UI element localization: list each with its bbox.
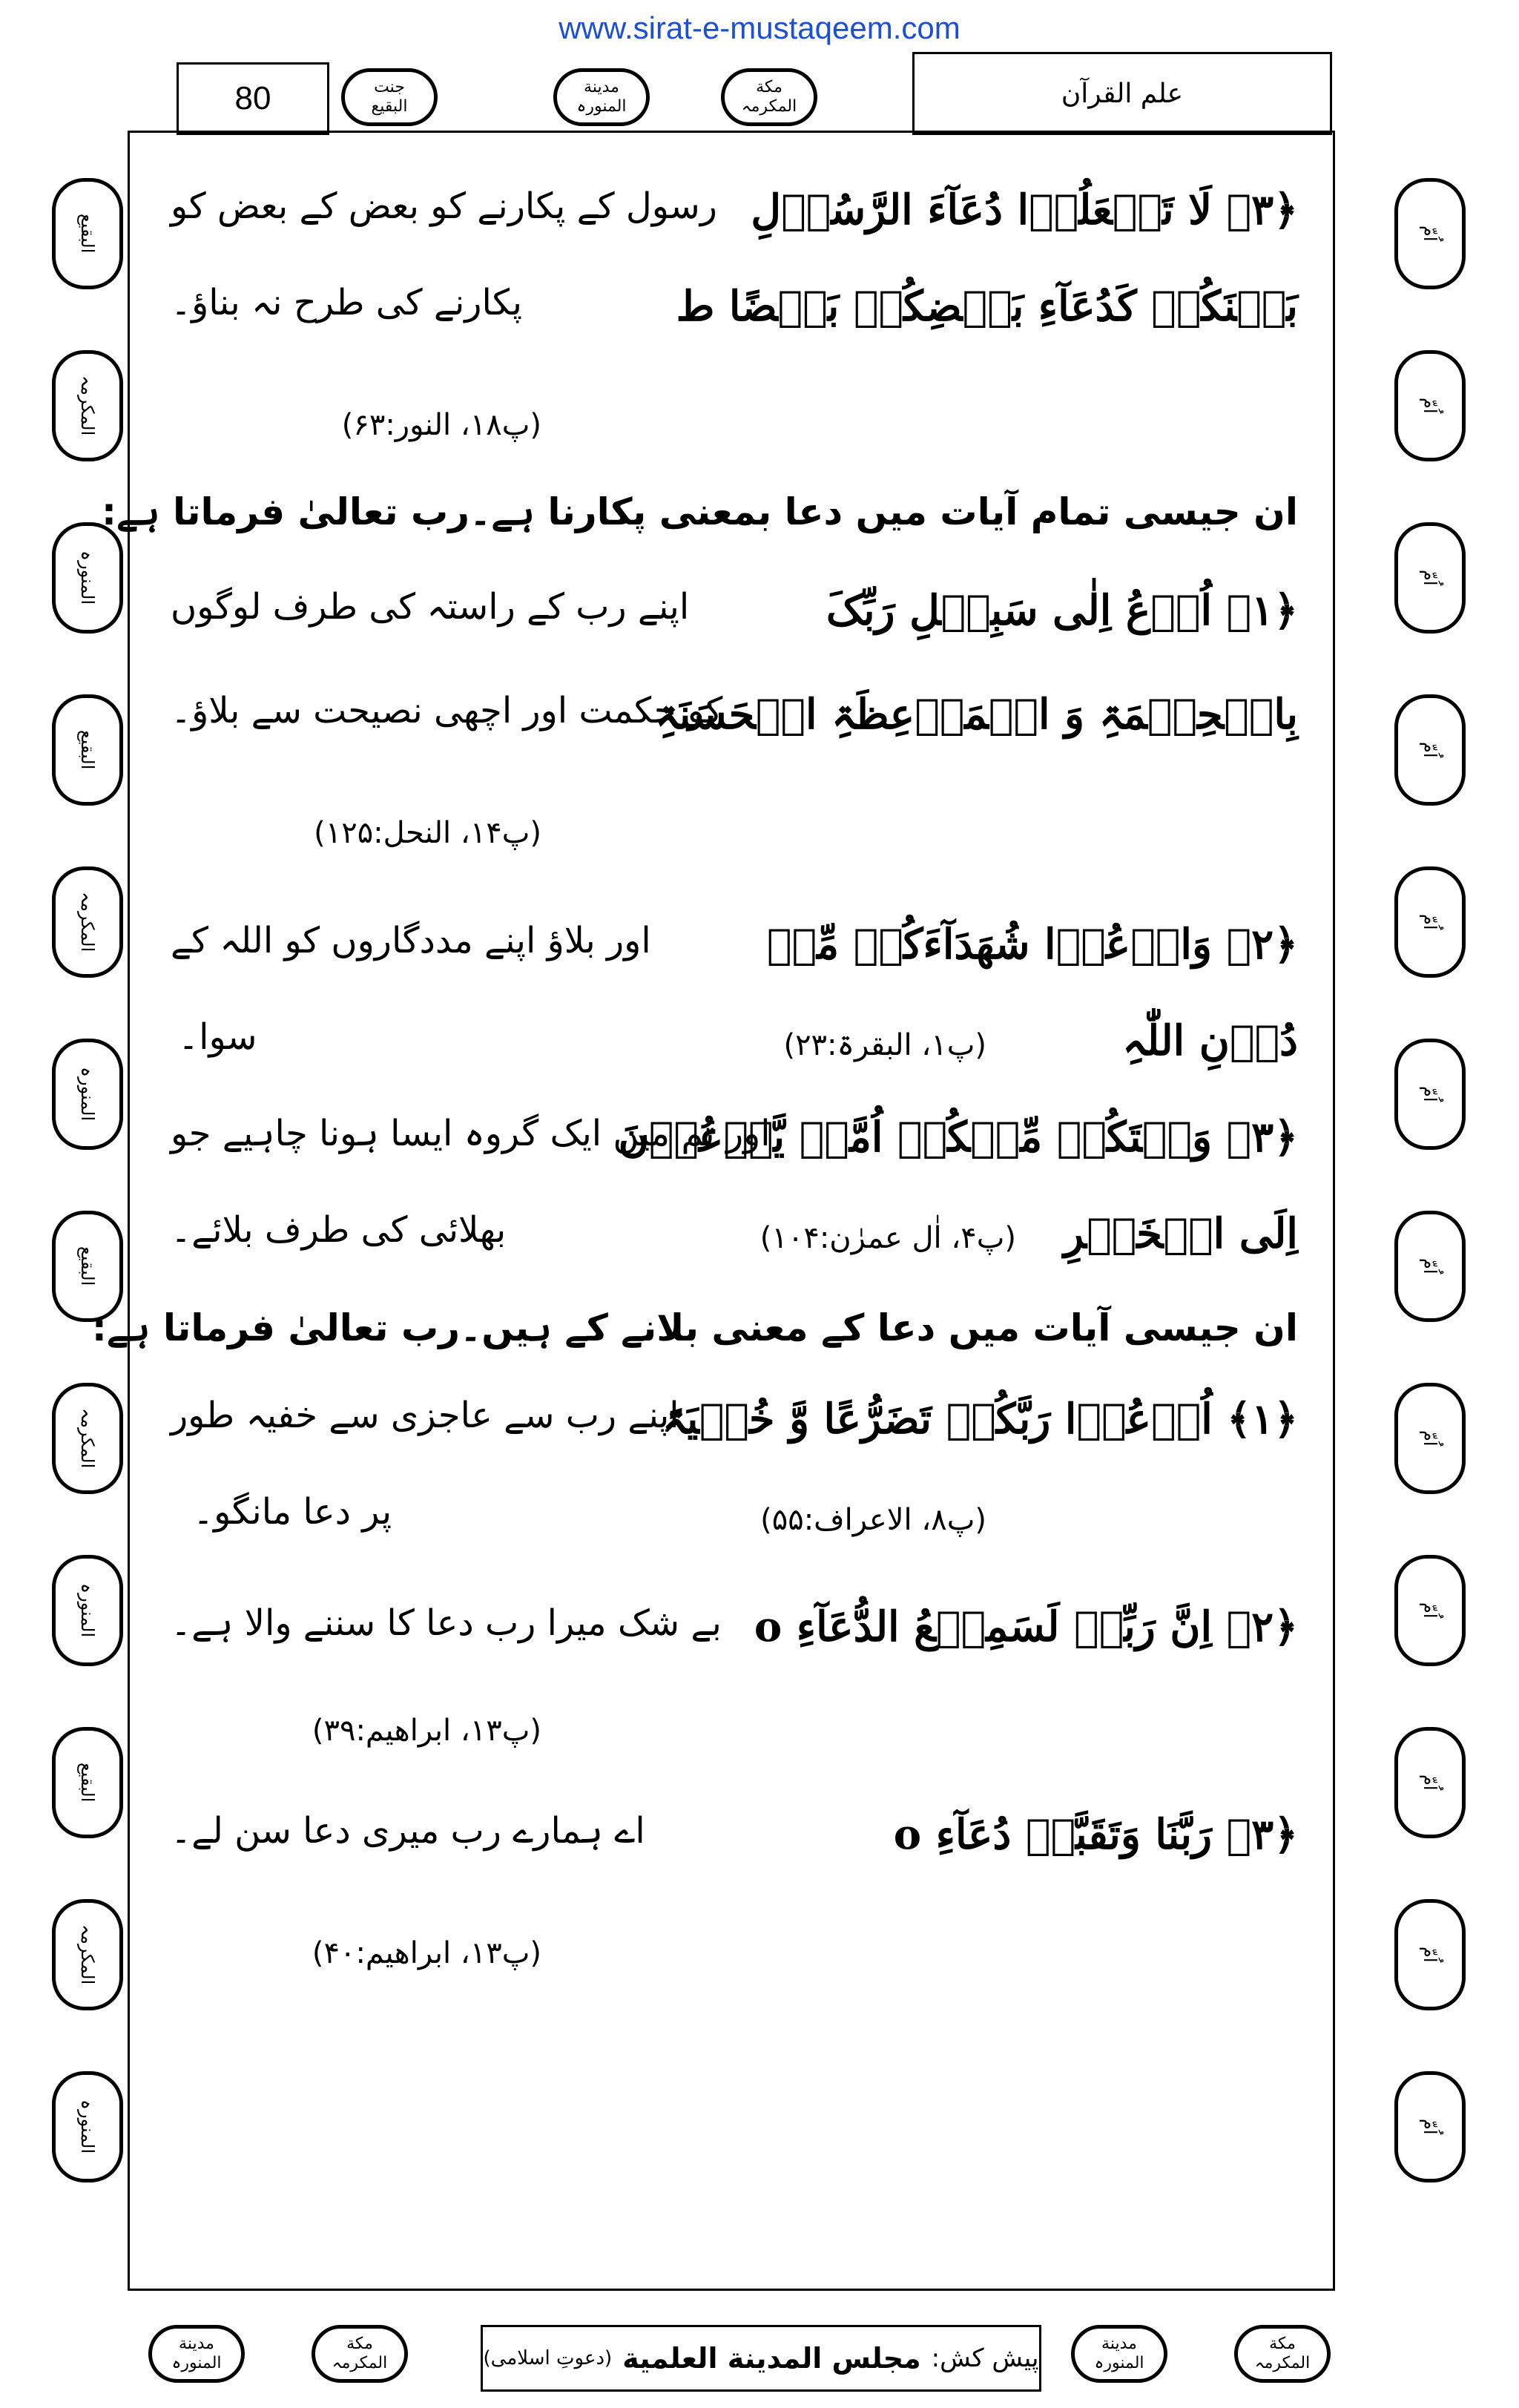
- urdu-translation: اور بلاؤ اپنے مددگاروں کو اللہ کے: [171, 920, 651, 961]
- side-badge: البقیع: [52, 178, 123, 289]
- badge-top: مدینة: [584, 78, 619, 96]
- badge-top: مکة: [756, 78, 782, 96]
- side-badge: اُمّ: [1394, 522, 1466, 634]
- badge-top: مدینة: [1101, 2335, 1137, 2353]
- side-badge: اُمّ: [1394, 1727, 1466, 1838]
- verse-row: [171, 690, 1298, 764]
- publisher-box: [481, 2325, 1041, 2392]
- side-badge: المکرمہ: [52, 350, 123, 461]
- urdu-translation: سوا۔: [178, 1016, 257, 1058]
- arabic-verse: ﴿۳﴾ وَلۡتَکُنۡ مِّنۡکُمۡ اُمَّۃٌ یَّدۡعُوۡنَ: [618, 1113, 1298, 1162]
- publisher-org: (دعوتِ اسلامی): [483, 2347, 613, 2369]
- urdu-translation: اپنے رب کے راستہ کی طرف لوگوں: [171, 586, 690, 628]
- arabic-verse: ﴿۱﴾ اُدۡعُ اِلٰی سَبِیۡلِ رَبِّکَ: [826, 586, 1298, 635]
- badge-bottom: المنورہ: [576, 97, 627, 116]
- reference-row: [171, 816, 1298, 890]
- side-badge: اُمّ: [1394, 1899, 1466, 2010]
- side-badge: المنورہ: [52, 2071, 123, 2182]
- side-badge: المکرمہ: [52, 1899, 123, 2010]
- urdu-translation: اپنے رب سے عاجزی سے خفیہ طور: [171, 1395, 679, 1436]
- footer-badge: [148, 2325, 245, 2383]
- side-badge: اُمّ: [1394, 1383, 1466, 1494]
- paragraph: ان جیسی آیات میں دعا کے معنی بلانے کے ہیں۔رب تعالیٰ فرماتا ہے:: [91, 1306, 1298, 1349]
- verse-row: [171, 1209, 1298, 1283]
- verse-row: [171, 1395, 1298, 1469]
- badge-bottom: المکرمہ: [1254, 2354, 1311, 2372]
- badge-top: جنت: [374, 78, 405, 96]
- website-url[interactable]: www.sirat-e-mustaqeem.com: [558, 10, 961, 45]
- verse-row: [171, 282, 1298, 356]
- arabic-verse: ﴿۳﴾ رَبَّنَا وَتَقَبَّلۡ دُعَآءِ o: [893, 1810, 1298, 1859]
- side-badge: المنورہ: [52, 1039, 123, 1150]
- side-badge: اُمّ: [1394, 350, 1466, 461]
- verse-reference: (پ۱۳، ابراھیم:۳۹): [312, 1714, 541, 1748]
- verse-row: [171, 920, 1298, 994]
- verse-reference: (پ۱، البقرۃ:۲۳): [783, 1028, 986, 1062]
- reference-row: [171, 408, 1298, 482]
- verse-row: [171, 1016, 1298, 1090]
- badge-bottom: المکرمہ: [332, 2354, 388, 2372]
- urdu-translation: اور تم میں ایک گروہ ایسا ہونا چاہیے جو: [171, 1113, 771, 1154]
- reference-row: [171, 1714, 1298, 1788]
- urdu-translation: رسول کے پکارنے کو بعض کے بعض کو: [171, 185, 717, 227]
- side-badge: اُمّ: [1394, 866, 1466, 978]
- header-badge-makka: [721, 68, 817, 126]
- side-badge: اُمّ: [1394, 1555, 1466, 1666]
- urdu-translation: بے شک میرا رب دعا کا سننے والا ہے۔: [171, 1602, 722, 1644]
- side-badge: اُمّ: [1394, 1039, 1466, 1150]
- footer-badge: [1234, 2325, 1331, 2383]
- side-badge: البقیع: [52, 1727, 123, 1838]
- arabic-verse: بِالۡحِکۡمَۃِ وَ الۡمَوۡعِظَۃِ الۡحَسَنَۃِ: [654, 690, 1298, 739]
- publisher-name: مجلس المدینة العلمیة: [622, 2342, 921, 2375]
- badge-bottom: البقیع: [371, 97, 408, 116]
- side-badge: البقیع: [52, 694, 123, 806]
- arabic-verse: اِلَی الۡخَیۡرِ: [1064, 1209, 1298, 1258]
- badge-top: مکة: [1269, 2335, 1296, 2353]
- paragraph: ان جیسی تمام آیات میں دعا بمعنی پکارنا ہے۔رب تعالیٰ فرماتا ہے:: [101, 490, 1298, 533]
- verse-reference: (پ۱۴، النحل:۱۲۵): [314, 816, 541, 850]
- verse-reference: (پ۱۳، ابراھیم:۴۰): [312, 1936, 541, 1970]
- side-badge: اُمّ: [1394, 2071, 1466, 2182]
- footer-badge: [312, 2325, 408, 2383]
- verse-row: [171, 586, 1298, 660]
- badge-top: مدینة: [179, 2335, 214, 2353]
- side-badge: المکرمہ: [52, 1383, 123, 1494]
- urdu-translation: اے ہمارے رب میری دعا سن لے۔: [171, 1810, 645, 1852]
- badge-bottom: المنورہ: [1094, 2354, 1144, 2372]
- header-badge-madina: [553, 68, 650, 126]
- urdu-translation: بھلائی کی طرف بلائے۔: [171, 1209, 507, 1251]
- side-badge: البقیع: [52, 1211, 123, 1322]
- verse-reference: (پ۸، الاعراف:۵۵): [760, 1503, 986, 1537]
- side-badge: اُمّ: [1394, 1211, 1466, 1322]
- verse-reference: (پ۱۸، النور:۶۳): [341, 408, 541, 442]
- page-number: 80: [177, 62, 329, 135]
- badge-top: مکة: [346, 2335, 373, 2353]
- side-badge: المنورہ: [52, 1555, 123, 1666]
- reference-row: [171, 1936, 1298, 2010]
- arabic-verse: ﴿۲﴾ وَادۡعُوۡا شُھَدَآءَکُمۡ مِّنۡ: [766, 920, 1298, 969]
- side-badge: المنورہ: [52, 522, 123, 634]
- urdu-translation: پکارنے کی طرح نہ بناؤ۔: [171, 282, 522, 323]
- urdu-translation: پر دعا مانگو۔: [193, 1491, 392, 1533]
- badge-bottom: المنورہ: [171, 2354, 222, 2372]
- verse-row: [171, 1491, 1298, 1565]
- verse-row: [171, 1810, 1298, 1884]
- badge-bottom: المکرمہ: [741, 97, 797, 116]
- arabic-verse: ﴿۱﴾ اُدۡعُوۡا رَبَّکُمۡ تَضَرُّعًا وَّ خُفۡیَۃً: [662, 1395, 1298, 1444]
- arabic-verse: دُوۡنِ اللّٰہِ: [1122, 1016, 1298, 1065]
- verse-row: [171, 1602, 1298, 1677]
- side-badge: اُمّ: [1394, 178, 1466, 289]
- side-badge: اُمّ: [1394, 694, 1466, 806]
- footer-badge: [1071, 2325, 1167, 2383]
- urdu-translation: کو حکمت اور اچھی نصیحت سے بلاؤ۔: [171, 690, 723, 731]
- verse-row: [171, 1113, 1298, 1187]
- arabic-verse: ﴿۲﴾ اِنَّ رَبِّیۡ لَسَمِیۡعُ الدُّعَآءِ o: [754, 1602, 1298, 1651]
- side-badge: المکرمہ: [52, 866, 123, 978]
- right-rail: [1394, 178, 1466, 2196]
- arabic-verse: ﴿۳﴾ لَا تَجۡعَلُوۡا دُعَآءَ الرَّسُوۡلِ: [751, 185, 1298, 234]
- page-content: [91, 163, 1298, 2270]
- verse-row: [171, 185, 1298, 260]
- publisher-label: پیش کش:: [931, 2343, 1039, 2373]
- verse-reference: (پ۴، اٰل عمرٰن:۱۰۴): [760, 1221, 1016, 1255]
- arabic-verse: بَیۡنَکُمۡ کَدُعَآءِ بَعۡضِکُمۡ بَعۡضًا ط: [676, 282, 1298, 331]
- book-title: علم القرآن: [912, 52, 1332, 135]
- header-badge-baqi: [341, 68, 438, 126]
